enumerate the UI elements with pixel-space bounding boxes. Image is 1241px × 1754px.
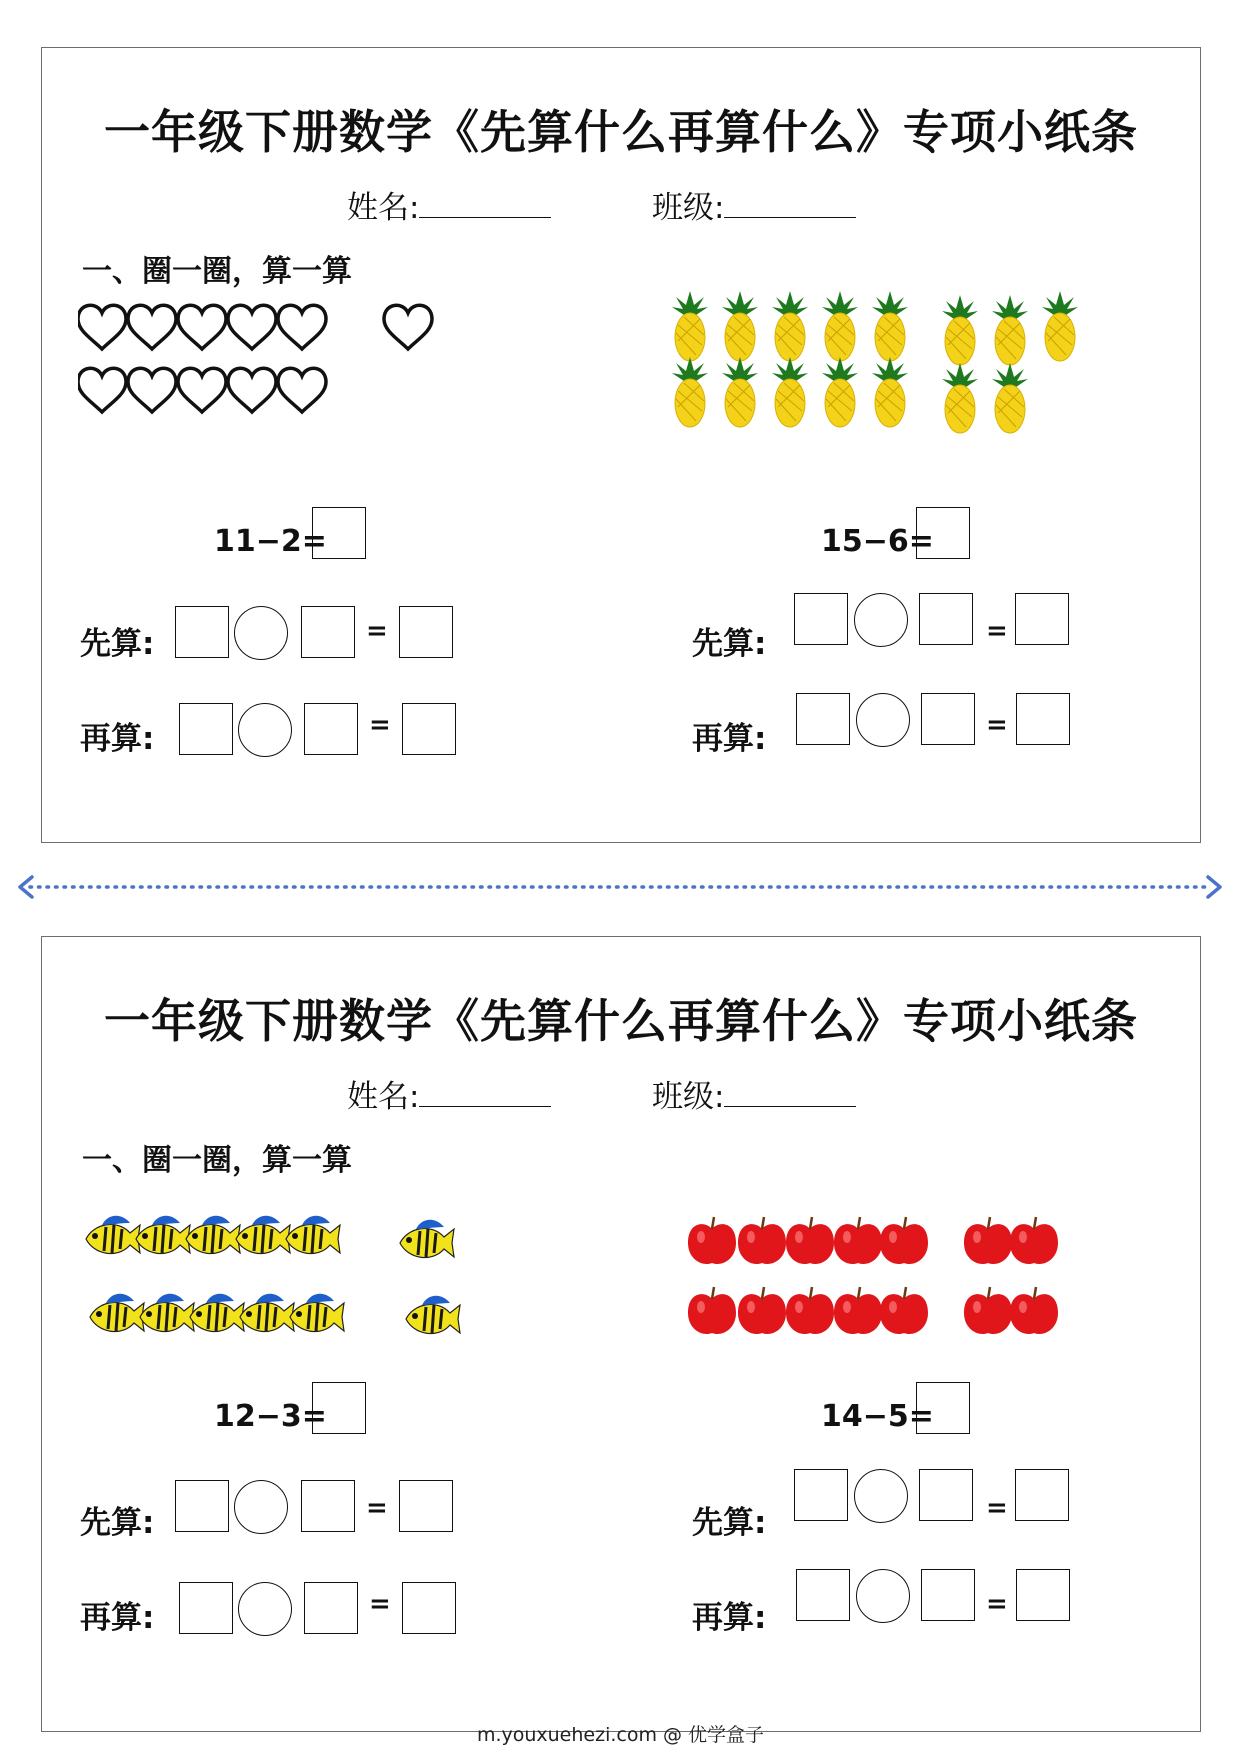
operator-circle[interactable] <box>234 1480 288 1534</box>
cut-line-divider <box>18 875 1224 899</box>
first-step-label: 先算: <box>80 1505 155 1541</box>
fish-icon <box>236 1216 290 1254</box>
class-field[interactable] <box>652 182 856 227</box>
hearts-picture <box>78 293 458 433</box>
equals-sign: = <box>986 1493 1008 1523</box>
equals-sign: = <box>366 1493 388 1523</box>
operand-box[interactable] <box>919 593 973 645</box>
operator-circle[interactable] <box>854 1469 908 1523</box>
first-step-label: 先算: <box>692 626 767 662</box>
first-step-label: 先算: <box>692 1505 767 1541</box>
equals-sign: = <box>366 616 388 646</box>
pineapple-icon <box>672 357 708 427</box>
operand-box[interactable] <box>175 606 229 658</box>
answer-box[interactable] <box>916 507 970 559</box>
section-heading: 一、圈一圈，算一算 <box>82 254 352 289</box>
operand-box[interactable] <box>794 1469 848 1521</box>
heart-icon <box>128 305 176 349</box>
class-blank[interactable] <box>724 189 856 218</box>
pineapple-icon <box>822 357 858 427</box>
fish-picture <box>82 1199 522 1349</box>
pineapple-icon <box>672 291 708 361</box>
class-blank[interactable] <box>724 1078 856 1107</box>
fish-icon <box>190 1294 244 1332</box>
operator-circle[interactable] <box>856 693 910 747</box>
operator-circle[interactable] <box>234 606 288 660</box>
answer-box[interactable] <box>916 1382 970 1434</box>
equals-sign: = <box>986 1589 1008 1619</box>
heart-icon <box>228 368 276 412</box>
then-step-label: 再算: <box>692 1600 767 1636</box>
result-box[interactable] <box>1015 593 1069 645</box>
result-box[interactable] <box>1015 1469 1069 1521</box>
pineapples-picture <box>662 283 1162 473</box>
operator-circle[interactable] <box>238 703 292 757</box>
worksheet-strip-2 <box>41 936 1201 1732</box>
heart-icon <box>178 368 226 412</box>
operand-box[interactable] <box>921 693 975 745</box>
pineapple-icon <box>772 357 808 427</box>
apple-icon <box>738 1217 786 1264</box>
operand-box[interactable] <box>921 1569 975 1621</box>
then-step-label: 再算: <box>80 721 155 757</box>
operand-box[interactable] <box>175 1480 229 1532</box>
then-step-label: 再算: <box>692 721 767 757</box>
class-field[interactable] <box>652 1071 856 1116</box>
fish-icon <box>406 1296 460 1334</box>
then-step-label: 再算: <box>80 1600 155 1636</box>
operator-circle[interactable] <box>238 1582 292 1636</box>
equals-sign: = <box>369 1589 391 1619</box>
fish-icon <box>140 1294 194 1332</box>
operand-box[interactable] <box>301 606 355 658</box>
pineapple-icon <box>822 291 858 361</box>
operand-box[interactable] <box>301 1480 355 1532</box>
fish-icon <box>290 1294 344 1332</box>
result-box[interactable] <box>399 1480 453 1532</box>
class-label: 班级: <box>652 190 725 226</box>
apple-icon <box>834 1217 882 1264</box>
heart-icon <box>278 305 326 349</box>
operand-box[interactable] <box>179 1582 233 1634</box>
pineapple-icon <box>992 363 1028 433</box>
pineapple-icon <box>942 295 978 365</box>
pineapple-icon <box>992 295 1028 365</box>
fish-icon <box>90 1294 144 1332</box>
operator-circle[interactable] <box>856 1569 910 1623</box>
apple-icon <box>1010 1217 1058 1264</box>
section-heading: 一、圈一圈，算一算 <box>82 1143 352 1178</box>
pineapple-icon <box>872 291 908 361</box>
name-label: 姓名: <box>347 190 420 226</box>
name-field[interactable] <box>347 182 551 227</box>
operand-box[interactable] <box>304 1582 358 1634</box>
apple-icon <box>786 1217 834 1264</box>
pineapple-icon <box>1042 291 1078 361</box>
operand-box[interactable] <box>796 693 850 745</box>
result-box[interactable] <box>402 703 456 755</box>
operand-box[interactable] <box>304 703 358 755</box>
operand-box[interactable] <box>919 1469 973 1521</box>
heart-icon <box>78 305 126 349</box>
pineapple-icon <box>872 357 908 427</box>
fish-icon <box>186 1216 240 1254</box>
apple-icon <box>880 1217 928 1264</box>
result-box[interactable] <box>1016 693 1070 745</box>
name-label: 姓名: <box>347 1079 420 1115</box>
fish-icon <box>400 1220 454 1258</box>
apple-icon <box>786 1287 834 1334</box>
operand-box[interactable] <box>796 1569 850 1621</box>
pineapple-icon <box>722 291 758 361</box>
heart-icon <box>278 368 326 412</box>
operator-circle[interactable] <box>854 593 908 647</box>
result-box[interactable] <box>399 606 453 658</box>
equals-sign: = <box>369 710 391 740</box>
equation-right: 15−6= <box>821 524 934 559</box>
heart-icon <box>228 305 276 349</box>
fish-icon <box>136 1216 190 1254</box>
footer-source: m.youxuehezi.com @ 优学盒子 <box>476 1724 765 1746</box>
pineapple-icon <box>772 291 808 361</box>
apple-icon <box>964 1287 1012 1334</box>
arrow-right-icon <box>1208 877 1220 897</box>
pineapple-icon <box>722 357 758 427</box>
fish-icon <box>86 1216 140 1254</box>
answer-box[interactable] <box>312 1382 366 1434</box>
apple-icon <box>880 1287 928 1334</box>
equation-left: 12−3= <box>214 1399 327 1434</box>
apple-icon <box>1010 1287 1058 1334</box>
heart-icon <box>178 305 226 349</box>
worksheet-title: 一年级下册数学《先算什么再算什么》专项小纸条 <box>104 994 1138 1048</box>
equals-sign: = <box>986 616 1008 646</box>
equation-right: 14−5= <box>821 1399 934 1434</box>
heart-icon <box>78 368 126 412</box>
apples-picture <box>682 1199 1162 1349</box>
operand-box[interactable] <box>794 593 848 645</box>
equals-sign: = <box>986 710 1008 740</box>
apple-icon <box>738 1287 786 1334</box>
heart-icon <box>384 305 432 349</box>
result-box[interactable] <box>402 1582 456 1634</box>
result-box[interactable] <box>1016 1569 1070 1621</box>
apple-icon <box>834 1287 882 1334</box>
fish-icon <box>240 1294 294 1332</box>
operand-box[interactable] <box>179 703 233 755</box>
name-blank[interactable] <box>419 189 551 218</box>
first-step-label: 先算: <box>80 626 155 662</box>
fish-icon <box>286 1216 340 1254</box>
heart-icon <box>128 368 176 412</box>
apple-icon <box>964 1217 1012 1264</box>
name-blank[interactable] <box>419 1078 551 1107</box>
worksheet-title: 一年级下册数学《先算什么再算什么》专项小纸条 <box>104 105 1138 159</box>
apple-icon <box>688 1217 736 1264</box>
name-field[interactable] <box>347 1071 551 1116</box>
worksheet-strip-1 <box>41 47 1201 843</box>
class-label: 班级: <box>652 1079 725 1115</box>
apple-icon <box>688 1287 736 1334</box>
pineapple-icon <box>942 363 978 433</box>
answer-box[interactable] <box>312 507 366 559</box>
equation-left: 11−2= <box>214 524 327 559</box>
